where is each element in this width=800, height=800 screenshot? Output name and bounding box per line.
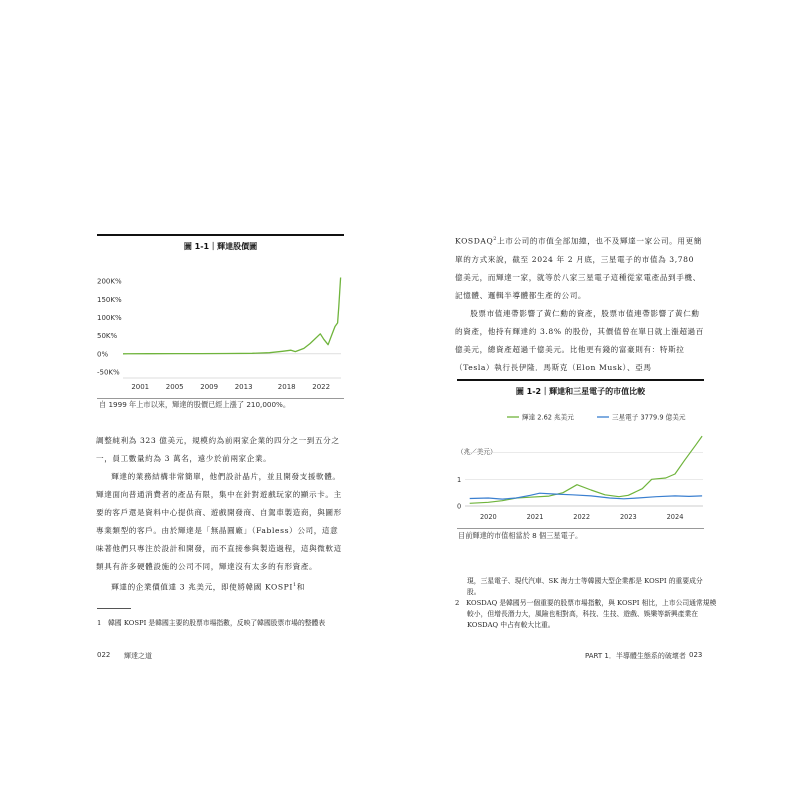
footnote-ref-1: 1 <box>292 582 297 588</box>
figure-1-1-top-rule <box>97 234 344 236</box>
kosdaq-label: KOSDAQ <box>455 236 494 246</box>
x-tick-label: 2023 <box>619 513 637 521</box>
left-paragraph-1: 調整純利為 323 億美元，規模約為前兩家企業的四分之一到五分之一，員工數量約為 3 萬名，遠少於前兩家企業。 <box>96 436 340 463</box>
y-tick-label: 0% <box>97 350 109 359</box>
y-tick-label: 150K% <box>97 295 122 304</box>
x-tick-label: 2013 <box>234 383 253 391</box>
left-paragraph-3-tail: 和 <box>296 582 305 592</box>
figure-1-1-caption: 自 1999 年上市以來，輝達的股價已經上漲了 210,000%。 <box>99 400 291 409</box>
figure-1-2-top-rule <box>457 379 704 381</box>
legend-label-samsung: 三星電子 3779.9 億美元 <box>612 413 686 422</box>
right-paragraph-1-text: 上市公司的市值全部加總，也不及輝達一家公司。用更簡單的方式來說，截至 2024 年 2 月底，三星電子的市值為 3,780 億美元，而輝達一家，就等於八家三星電子這種從家電產品到手機、記憶體、邏輯半導體都生產的公司。 <box>455 236 702 300</box>
y-tick-label: 200K% <box>97 277 122 286</box>
right-paragraph-2: 股票市值連帶影響了黃仁勳的資產，股票市值連帶影響了黃仁勳的資產，他持有輝達約 3.8% 的股份，其價值曾在單日就上漲超過百億美元，總資產超過千億美元。比他更有錢的富豪則有：特斯拉（Tesla）執行長伊隆．馬斯克（Elon Musk）、亞馬 <box>455 308 704 372</box>
figure-1-1-bottom-rule <box>97 398 344 399</box>
x-tick-label: 2005 <box>165 383 184 391</box>
footnote-ref-2: 2 <box>493 236 498 242</box>
right-body-text <box>455 230 705 377</box>
y-tick-label: -50K% <box>97 368 120 377</box>
left-paragraph-3-text: 輝達的企業價值達 3 兆美元，即使將韓國 KOSPI <box>111 582 293 592</box>
figure-1-1-title: 圖 1-1｜輝達股價圖 <box>183 242 258 251</box>
series-line-nvidia <box>470 436 702 503</box>
left-paragraph-2: 輝達的業務結構非常簡單，他們設計晶片，並且開發支援軟體。輝達面向普通消費者的產品有限，集中在針對遊戲玩家的顯示卡。主要的客戶還是資料中心提供商、遊戲開發商、自駕車製造商，與圖形專業類型的客戶。由於輝達是「無晶圓廠」（Fabless）公司，這意味著他們只專注於設計和開發，而不直接參與製造過程，這與微軟這類具有許多硬體設施的公司不同，輝達沒有太多的有形資產。 <box>96 472 342 571</box>
right-footnote-2: 2 KOSDAQ 是韓國另一個重要的股票市場指數，與 KOSPI 相比，上市公司通常規模較小，但增長潛力大，風險也相對高，科技、生技、遊戲、娛樂等新興產業在 KOSDAQ 中占有較大比重。 <box>455 599 717 629</box>
y-tick-label: 50K% <box>97 332 118 341</box>
legend-label-nvidia: 輝達 2.62 兆美元 <box>522 413 574 422</box>
figure-1-2-caption: 目前輝達的市值相當於 8 個三星電子。 <box>458 531 583 540</box>
series-line-samsung <box>470 493 702 499</box>
y-axis-label: （兆／美元） <box>457 448 497 456</box>
y-tick-label: 1 <box>457 475 462 484</box>
left-footnote-1: 1 韓國 KOSPI 是韓國主要的股票市場指數，反映了韓國股票市場的整體表 <box>97 619 326 627</box>
series-line-nvidia-stock <box>123 278 341 354</box>
right-folio-title: PART 1．半導體生態系的破壞者 <box>585 652 686 660</box>
footnote-divider <box>97 608 131 609</box>
x-tick-label: 2024 <box>666 513 684 521</box>
left-folio-number: 022 <box>97 651 111 659</box>
x-tick-label: 2022 <box>573 513 591 521</box>
x-tick-label: 2018 <box>277 383 296 391</box>
x-tick-label: 2009 <box>200 383 219 391</box>
figure-1-2-title: 圖 1-2｜輝達和三星電子的市值比較 <box>515 387 646 396</box>
x-tick-label: 2020 <box>479 513 497 521</box>
y-tick-label: 100K% <box>97 313 122 322</box>
figure-1-2-bottom-rule <box>457 528 704 529</box>
left-body-text <box>96 432 346 597</box>
left-paragraph-3 <box>96 576 346 597</box>
right-paragraph-1 <box>455 230 705 305</box>
right-footnote-continued: 現，三星電子、現代汽車、SK 海力士等韓國大型企業都是 KOSPI 的重要成分股。 <box>467 577 703 596</box>
chart-nvidia-stock-price <box>97 268 344 396</box>
left-folio-title: 輝達之道 <box>124 652 152 660</box>
y-tick-label: 0 <box>457 502 462 511</box>
x-tick-label: 2022 <box>312 383 331 391</box>
right-folio-number: 023 <box>689 651 703 659</box>
chart-market-cap-comparison <box>457 408 704 526</box>
x-tick-label: 2001 <box>131 383 150 391</box>
x-tick-label: 2021 <box>526 513 544 521</box>
